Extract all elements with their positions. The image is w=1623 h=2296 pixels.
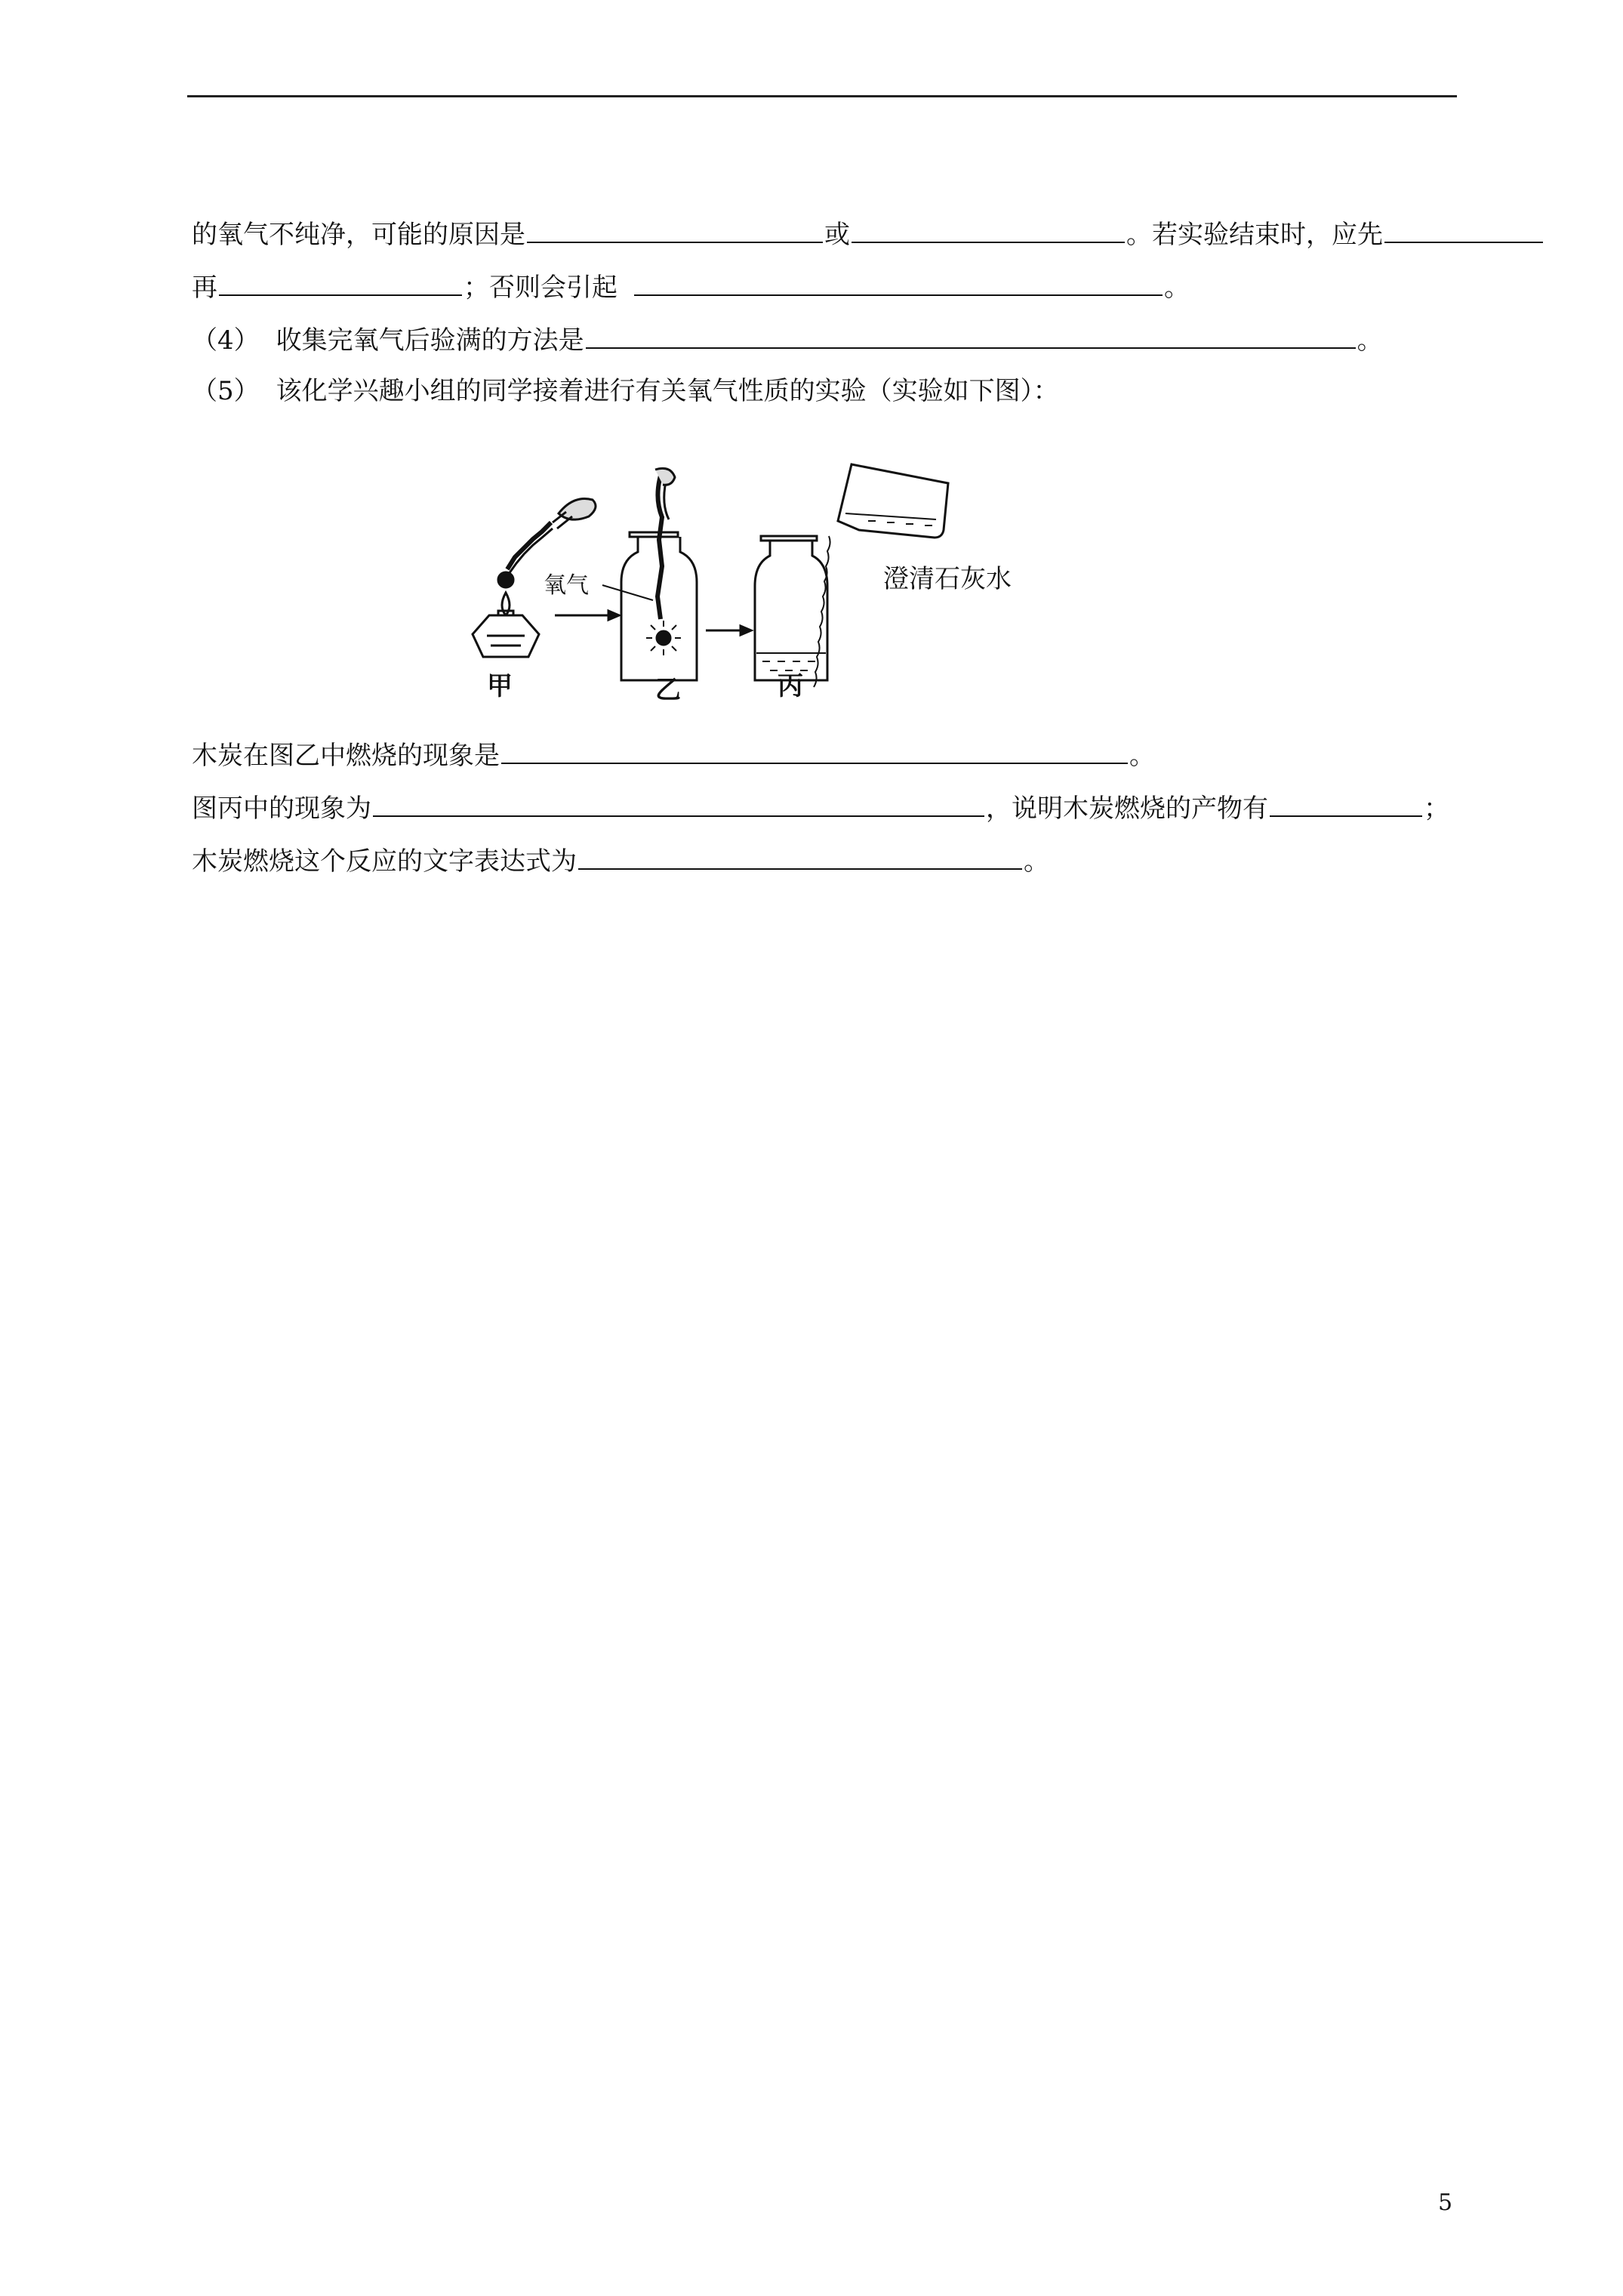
text: 木炭燃烧这个反应的文字表达式为 <box>192 846 577 877</box>
label-yi: 乙 <box>655 675 681 705</box>
question-number: （5） <box>192 376 260 406</box>
text: ；否则会引起 <box>463 273 617 303</box>
question-line-8 <box>192 843 1049 878</box>
question-line-2 <box>192 269 1190 304</box>
question-line-1 <box>192 216 1544 251</box>
answer-blank[interactable] <box>1270 790 1422 817</box>
text: 收集完氧气后验满的方法是 <box>276 325 584 356</box>
page-number: 5 <box>1438 2190 1453 2216</box>
experiment-figure <box>445 461 1049 710</box>
text: ，说明木炭燃烧的产物有 <box>986 794 1268 824</box>
arrow-icon <box>555 611 619 620</box>
question-line-7 <box>192 790 1449 825</box>
text: 。 <box>1024 846 1049 877</box>
text: 。若实验结束时，应先 <box>1126 220 1383 250</box>
label-bing: 丙 <box>778 671 803 701</box>
text: ； <box>1424 794 1449 824</box>
text: 或 <box>824 220 850 250</box>
answer-blank[interactable] <box>634 269 1163 296</box>
answer-blank[interactable] <box>373 790 984 817</box>
answer-blank[interactable] <box>527 216 823 243</box>
text: 该化学兴趣小组的同学接着进行有关氧气性质的实验（实验如下图）： <box>276 376 1059 406</box>
answer-blank[interactable] <box>852 216 1125 243</box>
text: 。 <box>1357 325 1383 356</box>
answer-blank[interactable] <box>578 843 1022 870</box>
label-oxygen: 氧气 <box>544 572 589 599</box>
answer-blank[interactable] <box>219 269 462 296</box>
header-rule <box>187 95 1457 97</box>
arrow-icon <box>706 626 751 635</box>
text: 图丙中的现象为 <box>192 794 371 824</box>
oxygen-bottle-illustration <box>602 468 697 680</box>
label-jia: 甲 <box>487 671 513 701</box>
answer-blank[interactable] <box>586 322 1356 349</box>
question-line-4 <box>192 322 1383 357</box>
text: 。 <box>1129 741 1155 771</box>
label-limewater: 澄清石灰水 <box>883 564 1012 594</box>
answer-blank[interactable] <box>501 737 1128 764</box>
text: 。 <box>1164 273 1190 303</box>
text: 木炭在图乙中燃烧的现象是 <box>192 741 500 771</box>
answer-blank[interactable] <box>1384 216 1543 243</box>
question-number: （4） <box>192 325 260 356</box>
question-line-6 <box>192 737 1155 772</box>
text: 的氧气不纯净，可能的原因是 <box>192 220 525 250</box>
text: 再 <box>192 273 217 303</box>
question-line-5 <box>192 374 1059 408</box>
